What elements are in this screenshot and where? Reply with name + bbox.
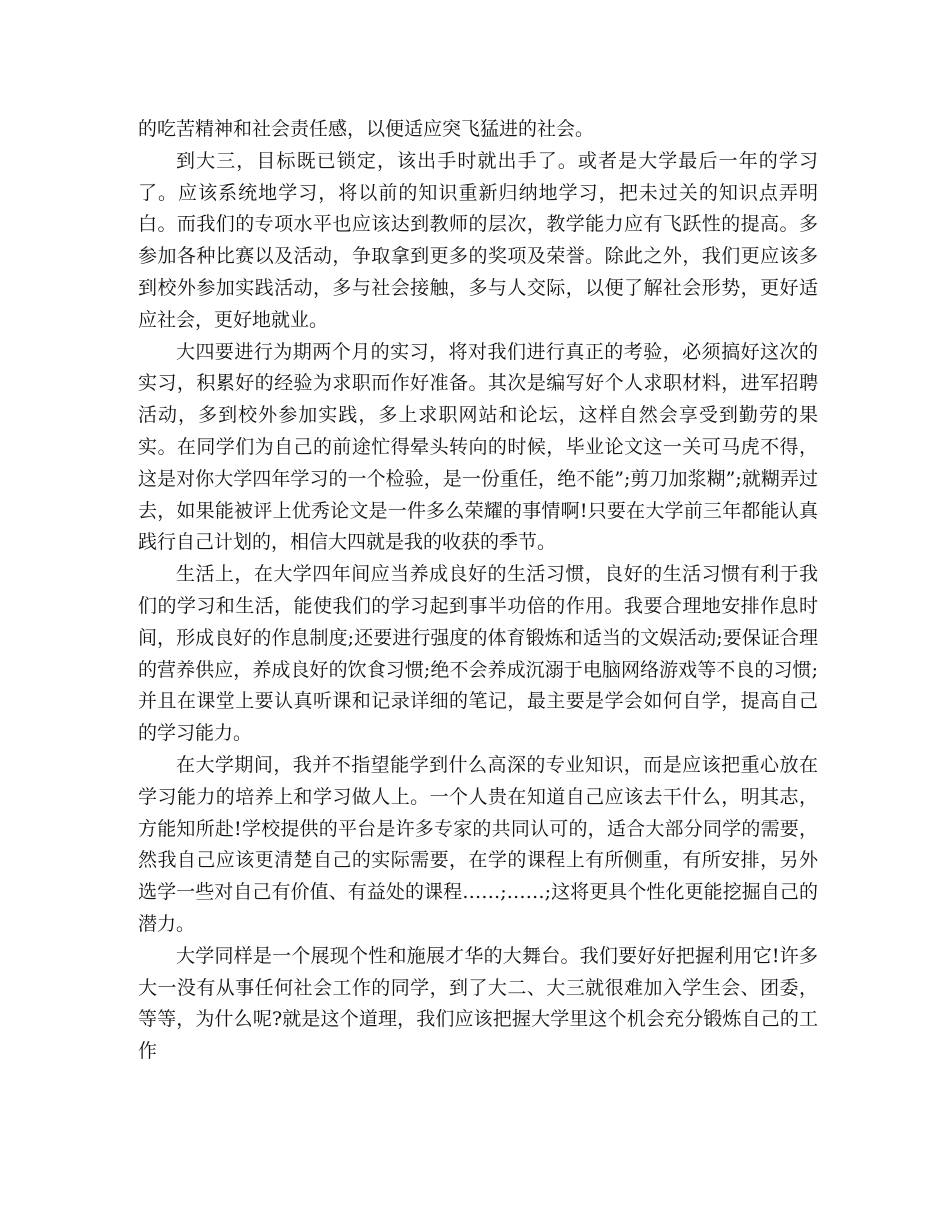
paragraph-4: 生活上，在大学四年间应当养成良好的生活习惯，良好的生活习惯有利于我们的学习和生活，能使我们的学习起到事半功倍的作用。我要合理地安排作息时间，形成良好的作息制度;还要进行强度的体育锻炼和适当的文娱活动;要保证合理的营养供应，养成良好的饮食习惯;绝不会养成沉溺于电脑网络游戏等不良的习惯;并且在课堂上要认真听课和记录详细的笔记，最主要是学会如何自学，提高自己的学习能力。	[138, 563, 818, 745]
paragraph-1: 的吃苦精神和社会责任感，以便适应突飞猛进的社会。	[138, 118, 595, 140]
paragraph-2: 到大三，目标既已锁定，该出手时就出手了。或者是大学最后一年的学习了。应该系统地学习，将以前的知识重新归纳地学习，把未过关的知识点弄明白。而我们的专项水平也应该达到教师的层次，教学能力应有飞跃性的提高。多参加各种比赛以及活动，争取拿到更多的奖项及荣誉。除此之外，我们更应该多到校外参加实践活动，多与社会接触，多与人交际，以便了解社会形势，更好适应社会，更好地就业。	[138, 149, 818, 331]
paragraph-3: 大四要进行为期两个月的实习，将对我们进行真正的考验，必须搞好这次的实习，积累好的经验为求职而作好准备。其次是编写好个人求职材料，进军招聘活动，多到校外参加实践，多上求职网站和论坛，这样自然会享受到勤劳的果实。在同学们为自己的前途忙得晕头转向的时候，毕业论文这一关可马虎不得，这是对你大学四年学习的一个检验，是一份重任，绝不能”;剪刀加浆糊”;就糊弄过去，如果能被评上优秀论文是一件多么荣耀的事情啊!只要在大学前三年都能认真践行自己计划的，相信大四就是我的收获的季节。	[138, 340, 818, 554]
document-page	[138, 114, 818, 1068]
paragraph-6: 大学同样是一个展现个性和施展才华的大舞台。我们要好好把握利用它!许多大一没有从事任何社会工作的同学，到了大二、大三就很难加入学生会、团委，等等，为什么呢?就是这个道理，我们应该把握大学里这个机会充分锻炼自己的工作	[138, 944, 818, 1063]
paragraph-5: 在大学期间，我并不指望能学到什么高深的专业知识，而是应该把重心放在学习能力的培养上和学习做人上。一个人贵在知道自己应该去干什么，明其志，方能知所赴!学校提供的平台是许多专家的共同认可的，适合大部分同学的需要，然我自己应该更清楚自己的实际需要，在学的课程上有所侧重，有所安排，另外选学一些对自己有价值、有益处的课程……;……;这将更具个性化更能挖掘自己的潜力。	[138, 753, 818, 935]
